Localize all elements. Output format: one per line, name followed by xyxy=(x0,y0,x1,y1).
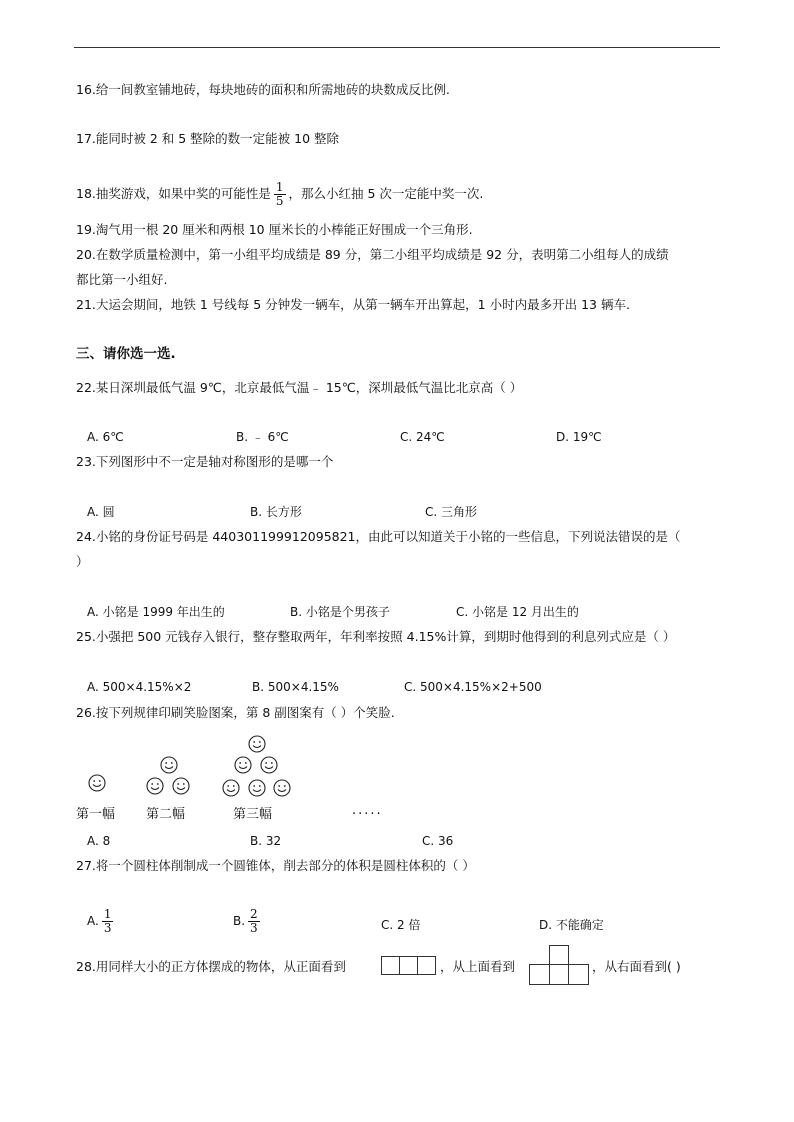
question-24-line-1: 24.小铭的身份证号码是 440301199912095821，由此可以知道关于小铭的一些信息，下列说法错误的是（ xyxy=(76,529,681,544)
ellipsis-dots: ····· xyxy=(352,807,383,822)
fraction-one-third xyxy=(102,908,114,935)
q27-option-b-prefix: B. xyxy=(233,914,246,928)
header-rule xyxy=(74,47,720,48)
question-18 xyxy=(76,181,483,208)
question-21: 21.大运会期间，地铁 1 号线每 5 分钟发一辆车，从第一辆车开出算起，1 小时内最多开出 13 辆车. xyxy=(76,297,630,312)
smiley-face-icon xyxy=(222,779,240,797)
q25-option-a[interactable]: A. 500×4.15%×2 xyxy=(87,680,192,694)
figure-2-caption: 第二幅 xyxy=(146,807,186,822)
question-20-line-2: 都比第一小组好. xyxy=(76,272,168,287)
smiley-face-icon xyxy=(260,756,278,774)
q22-option-c[interactable]: C. 24℃ xyxy=(400,430,445,444)
q27-option-d[interactable]: D. 不能确定 xyxy=(539,918,604,932)
q23-option-a[interactable]: A. 圆 xyxy=(87,505,115,519)
section-3-heading: 三、请你选一选. xyxy=(76,346,176,362)
question-18-text-after: ，那么小红抽 5 次一定能中奖一次. xyxy=(288,186,484,201)
q27-option-a[interactable] xyxy=(87,908,116,935)
q24-option-a[interactable]: A. 小铭是 1999 年出生的 xyxy=(87,605,225,619)
question-16: 16.给一间教室铺地砖，每块地砖的面积和所需地砖的块数成反比例. xyxy=(76,82,450,97)
question-22: 22.某日深圳最低气温 9℃，北京最低气温﹣ 15℃，深圳最低气温比北京高（ ） xyxy=(76,380,523,395)
smiley-face-icon xyxy=(248,779,266,797)
question-20-line-1: 20.在数学质量检测中，第一小组平均成绩是 89 分，第二小组平均成绩是 92 分，表明第二小组每人的成绩 xyxy=(76,247,669,262)
smiley-face-icon xyxy=(146,777,164,795)
q27-option-c[interactable]: C. 2 倍 xyxy=(381,918,421,932)
fraction-numerator: 1 xyxy=(275,180,284,194)
fraction-denominator: 3 xyxy=(103,921,112,935)
smiley-face-icon xyxy=(248,735,266,753)
question-27: 27.将一个圆柱体削制成一个圆锥体，削去部分的体积是圆柱体积的（ ） xyxy=(76,858,475,873)
question-25: 25.小强把 500 元钱存入银行，整存整取两年，年利率按照 4.15%计算，到期时他得到的利息列式应是（ ） xyxy=(76,629,676,644)
question-26: 26.按下列规律印刷笑脸图案，第 8 副图案有（ ）个笑脸. xyxy=(76,705,395,720)
q26-option-b[interactable]: B. 32 xyxy=(250,834,282,848)
question-28-after: ，从右面看到( ) xyxy=(592,959,681,974)
q23-option-b[interactable]: B. 长方形 xyxy=(250,505,302,519)
figure-3-caption: 第三幅 xyxy=(233,807,273,822)
q22-option-a[interactable]: A. 6℃ xyxy=(87,430,124,444)
smiley-face-icon xyxy=(88,774,106,792)
smiley-face-icon xyxy=(160,756,178,774)
smiley-face-icon xyxy=(273,779,291,797)
q27-option-b[interactable] xyxy=(233,908,263,935)
fraction-denominator: 3 xyxy=(250,921,258,935)
fraction-numerator: 2 xyxy=(250,907,258,921)
question-19: 19.淘气用一根 20 厘米和两根 10 厘米长的小棒能正好围成一个三角形. xyxy=(76,222,473,237)
q24-option-c[interactable]: C. 小铭是 12 月出生的 xyxy=(456,605,579,619)
q25-option-c[interactable]: C. 500×4.15%×2+500 xyxy=(404,680,542,694)
question-28-middle: ，从上面看到 xyxy=(440,959,516,974)
question-28-before: 28.用同样大小的正方体摆成的物体，从正面看到 xyxy=(76,959,346,974)
fraction-one-fifth xyxy=(274,181,286,208)
smiley-face-icon xyxy=(172,777,190,795)
figure-1-caption: 第一幅 xyxy=(76,807,116,822)
q24-option-b[interactable]: B. 小铭是个男孩子 xyxy=(290,605,390,619)
front-view-figure xyxy=(381,956,439,976)
question-18-text-before: 18.抽奖游戏，如果中奖的可能性是 xyxy=(76,186,271,201)
q25-option-b[interactable]: B. 500×4.15% xyxy=(252,680,339,694)
q26-option-c[interactable]: C. 36 xyxy=(422,834,454,848)
smiley-face-icon xyxy=(234,756,252,774)
q22-option-d[interactable]: D. 19℃ xyxy=(556,430,602,444)
fraction-two-thirds xyxy=(248,908,260,935)
top-view-figure xyxy=(529,945,591,987)
fraction-denominator: 5 xyxy=(275,194,284,208)
fraction-numerator: 1 xyxy=(103,907,112,921)
question-24-line-2: ） xyxy=(76,554,89,569)
q26-option-a[interactable]: A. 8 xyxy=(87,834,111,848)
question-17: 17.能同时被 2 和 5 整除的数一定能被 10 整除 xyxy=(76,131,340,146)
question-23: 23.下列图形中不一定是轴对称图形的是哪一个 xyxy=(76,454,334,469)
q27-option-a-prefix: A. xyxy=(87,914,99,928)
q22-option-b[interactable]: B. ﹣ 6℃ xyxy=(236,430,289,444)
q23-option-c[interactable]: C. 三角形 xyxy=(425,505,478,519)
